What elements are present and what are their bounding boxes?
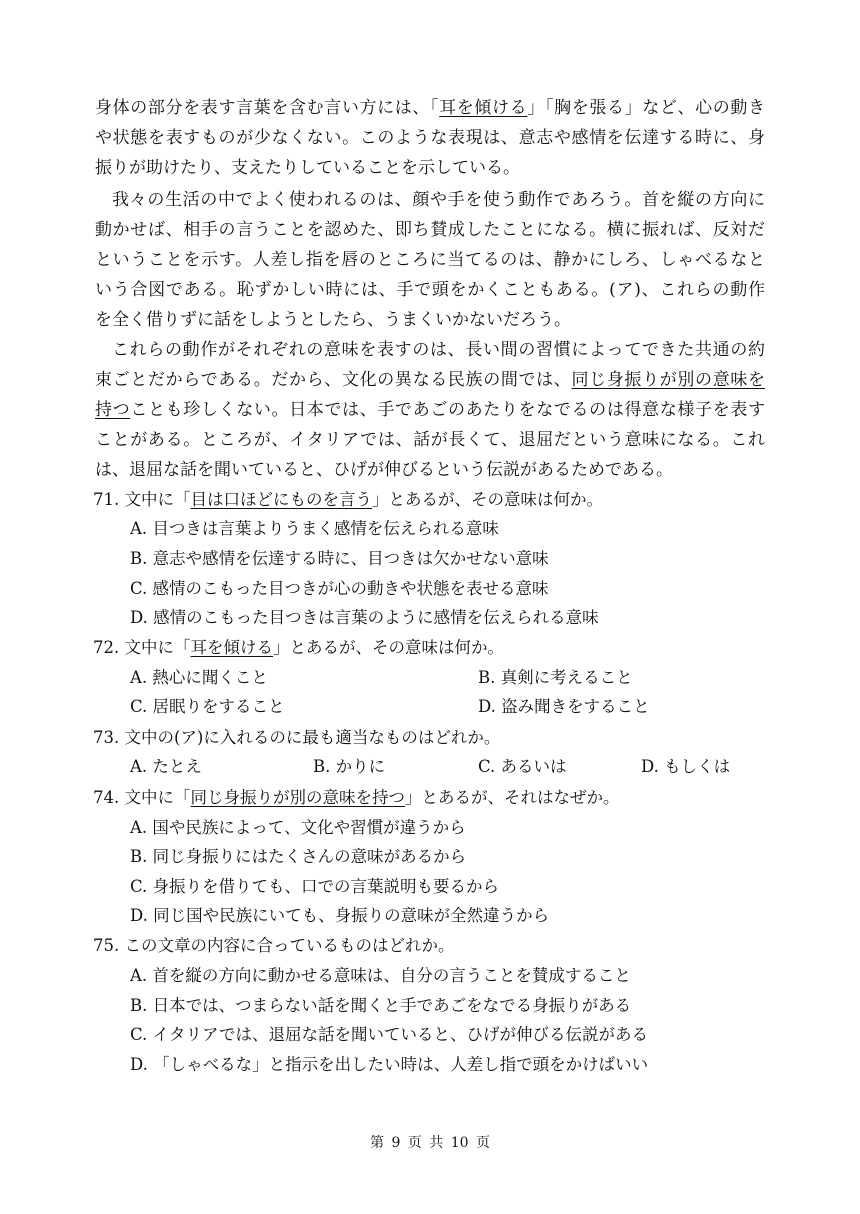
option-letter: A. — [130, 818, 148, 837]
option-letter: B. — [313, 757, 331, 776]
question-text: 文中の(ア)に入れるのに最も適当なものはどれか。 — [124, 728, 501, 747]
q74-option-a — [130, 813, 466, 843]
option-text: 感情のこもった目つきが心の動きや状態を表せる意味 — [152, 579, 549, 598]
option-text: 日本では、つまらない話を聞くと手であごをなでる身振りがある — [152, 996, 632, 1015]
question-number: 73. — [93, 728, 120, 747]
option-text: 熱心に聞くこと — [152, 668, 268, 687]
option-letter: C. — [130, 697, 148, 716]
passage-p3-line-4: ことがある。ところが、イタリアでは、話が長くて、退屈だという意味になる。これ — [95, 430, 765, 450]
question-number: 71. — [93, 490, 120, 509]
q75-option-d — [130, 1050, 648, 1080]
option-text: 「しゃべるな」と指示を出したい時は、人差し指で頭をかけばいい — [153, 1055, 649, 1074]
passage-text: 束ごとだからである。だから、文化の異なる民族の間では、 — [95, 370, 572, 390]
option-letter: A. — [130, 966, 148, 985]
q72-option-b — [478, 663, 633, 693]
q73-option-d — [641, 752, 730, 782]
q74-option-b — [130, 842, 466, 872]
question-73-stem — [93, 723, 500, 753]
option-text: 盗み聞きをすること — [501, 697, 650, 716]
question-number: 75. — [93, 936, 120, 955]
q74-option-d — [130, 901, 549, 931]
question-number: 74. — [93, 788, 120, 807]
q74-option-c — [130, 872, 499, 902]
option-text: 首を縦の方向に動かせる意味は、自分の言うことを賛成すること — [152, 966, 631, 985]
option-text: 感情のこもった目つきは言葉のように感情を伝えられる意味 — [153, 608, 599, 627]
option-letter: B. — [130, 549, 148, 568]
underlined-phrase: 目は口ほどにものを言う — [190, 490, 372, 509]
option-letter: C. — [130, 877, 148, 896]
option-letter: D. — [130, 608, 148, 627]
option-letter: B. — [130, 847, 148, 866]
question-text: 文中に「 — [124, 638, 191, 657]
passage-p1-line-1 — [95, 93, 765, 123]
underlined-phrase: 耳を傾ける — [190, 638, 273, 657]
q73-option-a — [130, 752, 202, 782]
option-text: 同じ身振りにはたくさんの意味があるから — [152, 847, 467, 866]
underlined-phrase: 同じ身振りが別の意味を — [571, 370, 765, 390]
passage-p3-line-1: これらの動作がそれぞれの意味を表すのは、長い間の習慣によってできた共通の約 — [112, 340, 765, 360]
question-text: 文中に「 — [124, 788, 191, 807]
passage-p2-line-2: 動かせば、相手の言うことを認めた、即ち賛成したことになる。横に振れば、反対だ — [95, 220, 765, 240]
q71-option-d — [130, 603, 599, 633]
question-75-stem — [93, 931, 455, 961]
question-text: 」とあるが、それはなぜか。 — [405, 788, 620, 807]
option-text: かりに — [335, 757, 386, 776]
option-letter: A. — [130, 757, 148, 776]
option-letter: B. — [130, 996, 148, 1015]
question-text: 」とあるが、その意味は何か。 — [273, 638, 504, 657]
option-text: 目つきは言葉よりうまく感情を伝えられる意味 — [152, 519, 499, 538]
question-number: 72. — [93, 638, 120, 657]
q72-option-d — [478, 692, 650, 722]
q75-option-a — [130, 961, 631, 991]
option-letter: D. — [130, 1055, 148, 1074]
question-72-stem — [93, 633, 504, 663]
passage-p2-line-4: いう合図である。恥ずかしい時には、手で頭をかくこともある。(ア)、これらの動作 — [95, 280, 765, 300]
option-text: 居眠りをすること — [152, 697, 285, 716]
underlined-phrase: 持つ — [95, 400, 131, 420]
option-letter: A. — [130, 668, 148, 687]
option-letter: C. — [130, 1025, 148, 1044]
passage-p3-line-2 — [95, 365, 765, 395]
underlined-phrase: 同じ身振りが別の意味を持つ — [190, 788, 405, 807]
option-letter: D. — [130, 906, 148, 925]
option-letter: C. — [478, 757, 496, 776]
option-text: 同じ国や民族にいても、身振りの意味が全然違うから — [153, 906, 550, 925]
passage-p1-line-2: や状態を表すものが少なくない。このような表現は、意志や感情を伝達する時に、身 — [95, 128, 765, 148]
passage-p1-line-3: 振りが助けたり、支えたりしていることを示している。 — [95, 158, 520, 178]
passage-text: 」「胸を張る」など、心の動き — [527, 98, 766, 118]
passage-text: 身体の部分を表す言葉を含む言い方には、「 — [95, 98, 440, 118]
passage-p2-line-5: を全く借りずに話をしようとしたら、うまくいかないだろう。 — [95, 310, 571, 330]
q71-option-a — [130, 514, 499, 544]
option-letter: A. — [130, 519, 148, 538]
option-letter: C. — [130, 579, 148, 598]
passage-p3-line-3 — [95, 395, 765, 425]
option-text: イタリアでは、退屈な話を聞いていると、ひげが伸びる伝説がある — [152, 1025, 649, 1044]
page-number-footer: 第 9 页 共 10 页 — [370, 1135, 490, 1151]
passage-p3-line-5: は、退屈な話を聞いていると、ひげが伸びるという伝説があるためである。 — [95, 460, 673, 480]
option-text: あるいは — [500, 757, 567, 776]
passage-p2-line-3: ということを示す。人差し指を唇のところに当てるのは、静かにしろ、しゃべるなと — [95, 250, 765, 270]
q73-option-b — [313, 752, 385, 782]
q71-option-b — [130, 544, 549, 574]
q75-option-b — [130, 991, 631, 1021]
option-letter: B. — [478, 668, 496, 687]
q73-option-c — [478, 752, 567, 782]
question-74-stem — [93, 783, 620, 813]
option-text: 国や民族によって、文化や習慣が違うから — [152, 818, 466, 837]
option-text: たとえ — [152, 757, 202, 776]
question-71-stem — [93, 485, 603, 515]
q72-option-a — [130, 663, 268, 693]
underlined-phrase: 耳を傾ける — [439, 98, 528, 118]
passage-p2-line-1: 我々の生活の中でよく使われるのは、顔や手を使う動作であろう。首を縦の方向に — [112, 190, 765, 210]
question-text: 文中に「 — [124, 490, 191, 509]
question-text: 」とあるが、その意味は何か。 — [372, 490, 603, 509]
q72-option-c — [130, 692, 285, 722]
q71-option-c — [130, 574, 549, 604]
question-text: この文章の内容に合っているものはどれか。 — [124, 936, 455, 955]
option-text: もしくは — [664, 757, 731, 776]
option-text: 真剣に考えること — [500, 668, 633, 687]
option-letter: D. — [478, 697, 496, 716]
passage-text: ことも珍しくない。日本では、手であごのあたりをなでるのは得意な様子を表す — [130, 400, 766, 420]
option-text: 身振りを借りても、口での言葉説明も要るから — [152, 877, 500, 896]
q75-option-c — [130, 1020, 648, 1050]
option-letter: D. — [641, 757, 659, 776]
option-text: 意志や感情を伝達する時に、目つきは欠かせない意味 — [152, 549, 549, 568]
